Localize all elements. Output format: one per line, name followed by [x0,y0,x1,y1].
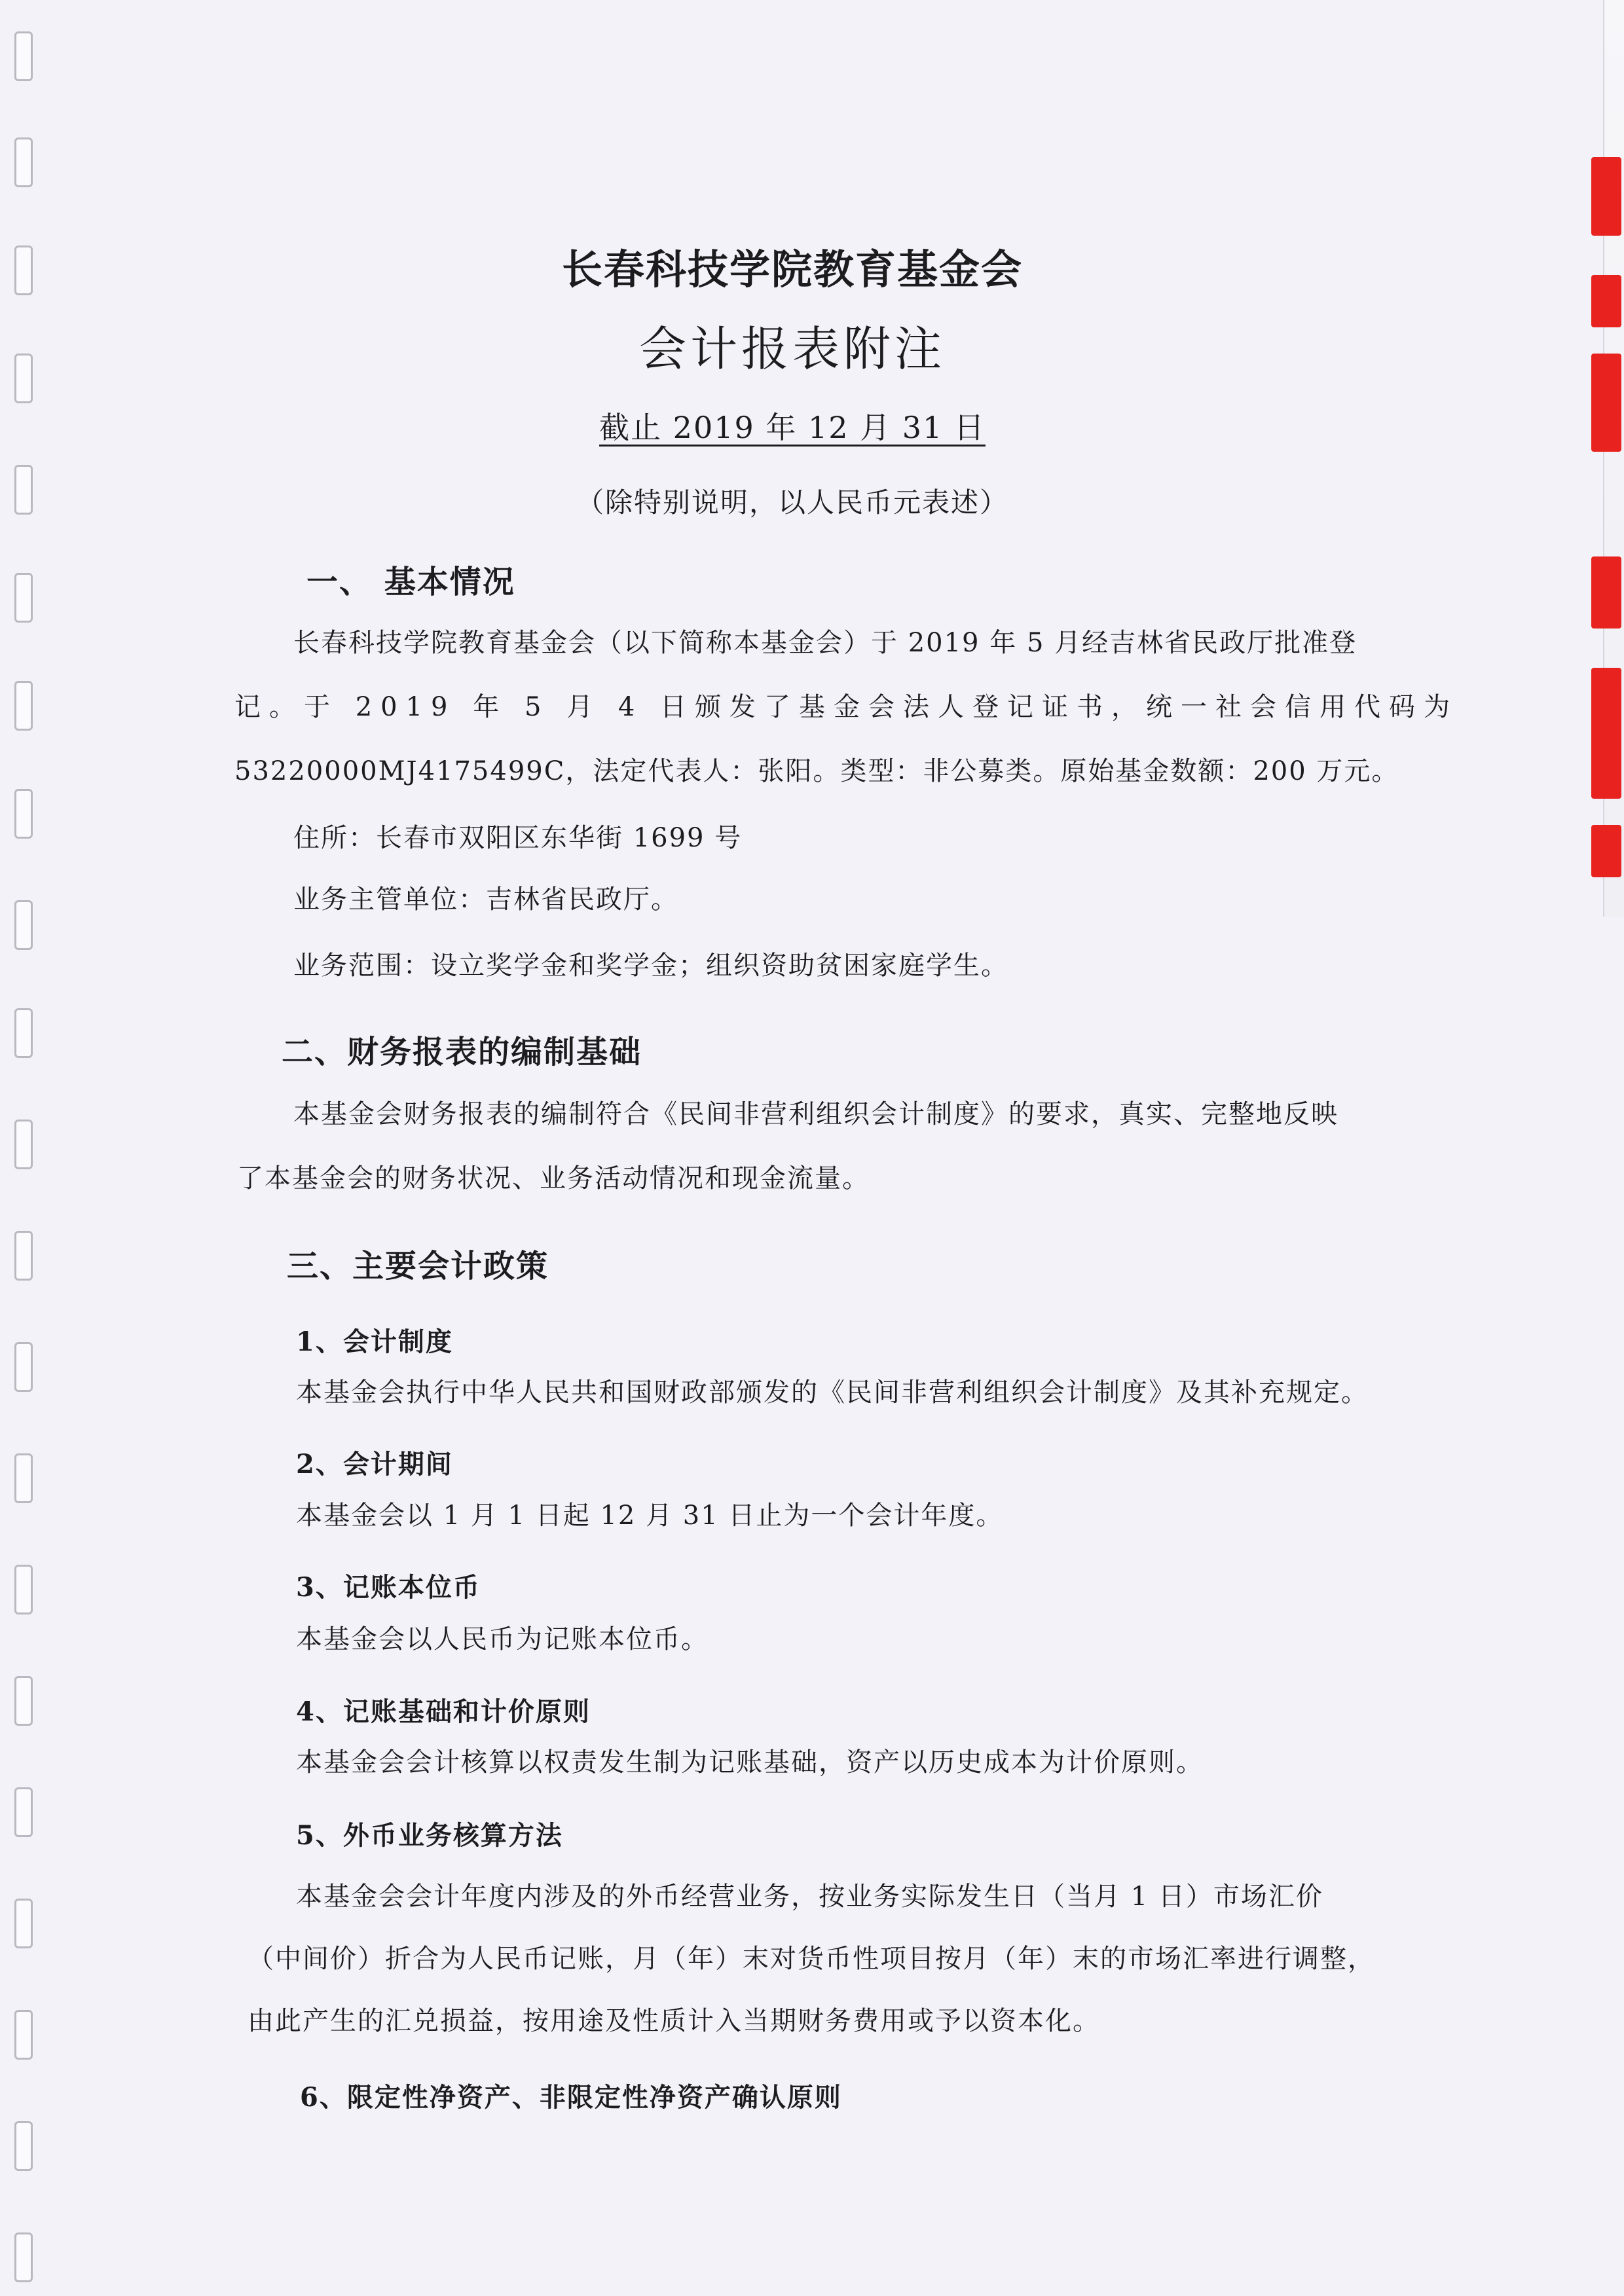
subsection-heading: 1、会计制度 [296,1326,453,1357]
punch-hole [14,31,33,81]
paragraph-line: 本基金会以人民币为记账本位币。 [296,1624,709,1654]
punch-hole [14,1899,33,1948]
paragraph-line: 由此产生的汇兑损益，按用途及性质计入当期财务费用或予以资本化。 [248,2006,1100,2036]
address-line: 住所：长春市双阳区东华街 1699 号 [293,823,743,853]
document-subtitle: 会计报表附注 [638,321,946,376]
punch-hole [14,1453,33,1503]
seal-stamp-fragment [1591,668,1621,799]
paragraph-line: 本基金会执行中华人民共和国财政部颁发的《民间非营利组织会计制度》及其补充规定。 [296,1377,1369,1408]
punch-hole [14,2232,33,2282]
punch-hole [14,1120,33,1169]
paragraph-line: 记。于 2019 年 5 月 4 日颁发了基金会法人登记证书，统一社会信用代码为 [234,692,1458,722]
punch-hole [14,1565,33,1614]
subsection-heading: 3、记账本位币 [296,1572,481,1603]
punch-hole [14,137,33,187]
punch-hole [14,1231,33,1281]
section-2-heading: 二、财务报表的编制基础 [282,1034,642,1070]
currency-note: （除特别说明，以人民币元表述） [576,486,1008,519]
subsection-heading: 4、记账基础和计价原则 [296,1696,591,1727]
punch-hole [14,681,33,731]
authority-line: 业务主管单位：吉林省民政厅。 [293,884,678,915]
paragraph-line: 53220000MJ4175499C，法定代表人：张阳。类型：非公募类。原始基金数额：200 万元。 [234,756,1399,786]
punch-hole [14,1676,33,1726]
seal-stamp-fragment [1591,825,1621,877]
document-title: 长春科技学院教育基金会 [561,246,1023,293]
punch-hole [14,1787,33,1837]
subsection-heading: 6、限定性净资产、非限定性净资产确认原则 [300,2082,842,2113]
punch-hole [14,900,33,950]
paragraph-line: 本基金会会计核算以权责发生制为记账基础，资产以历史成本为计价原则。 [296,1747,1204,1777]
paragraph-line: 本基金会财务报表的编制符合《民间非营利组织会计制度》的要求，真实、完整地反映 [293,1099,1338,1129]
subsection-heading: 2、会计期间 [296,1449,453,1480]
report-date: 截止 2019 年 12 月 31 日 [599,410,986,445]
punch-hole [14,573,33,623]
section-3-heading: 三、主要会计政策 [287,1248,549,1285]
punch-hole [14,1008,33,1058]
section-1-heading: 一、 基本情况 [306,564,515,600]
paragraph-line: 了本基金会的财务状况、业务活动情况和现金流量。 [237,1163,870,1194]
paragraph-line: 长春科技学院教育基金会（以下简称本基金会）于 2019 年 5 月经吉林省民政厅批准登 [293,628,1357,658]
paragraph-line: （中间价）折合为人民币记账，月（年）末对货币性项目按月（年）末的市场汇率进行调整， [248,1944,1375,1974]
punch-hole [14,2010,33,2060]
paragraph-line: 本基金会会计年度内涉及的外币经营业务，按业务实际发生日（当月 1 日）市场汇价 [296,1882,1323,1912]
subsection-heading: 5、外币业务核算方法 [296,1820,563,1851]
seal-stamp-fragment [1591,275,1621,327]
punch-hole [14,1342,33,1392]
punch-hole [14,2121,33,2171]
paragraph-line: 本基金会以 1 月 1 日起 12 月 31 日止为一个会计年度。 [296,1501,1004,1531]
scope-line: 业务范围：设立奖学金和奖学金；组织资助贫困家庭学生。 [293,951,1008,981]
seal-stamp-fragment [1591,157,1621,236]
seal-stamp-fragment [1591,354,1621,452]
punch-hole [14,789,33,839]
seal-stamp-fragment [1591,556,1621,629]
